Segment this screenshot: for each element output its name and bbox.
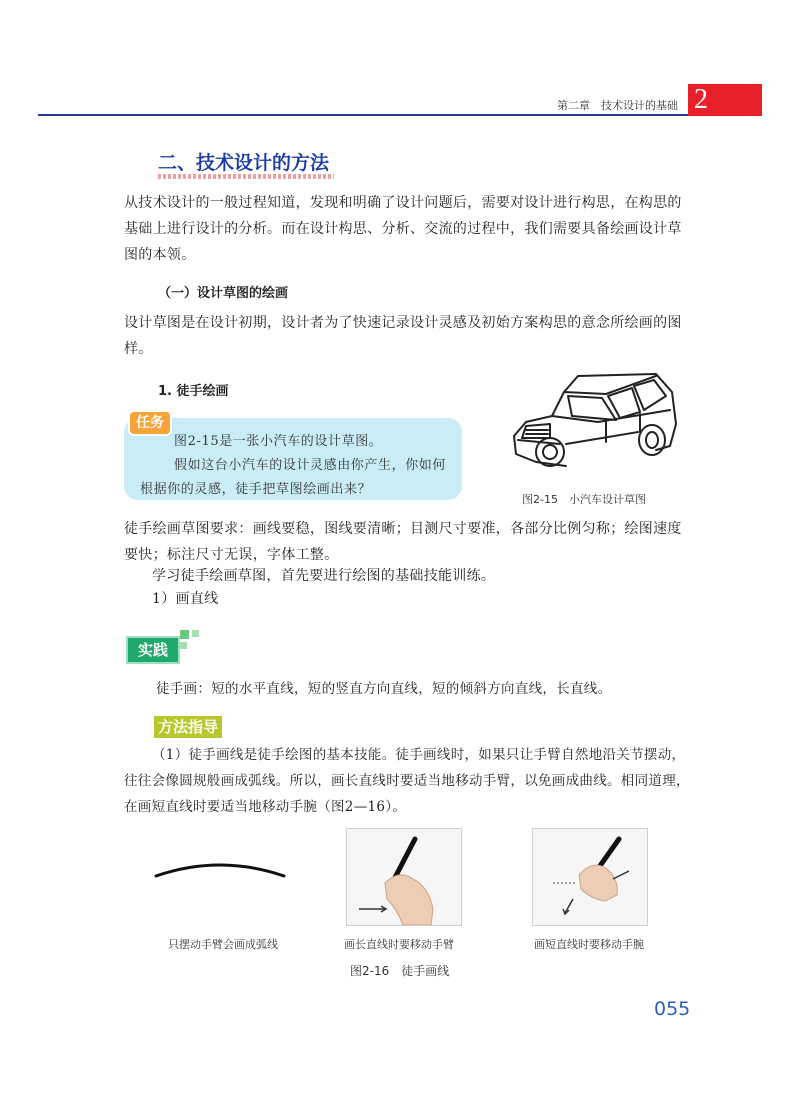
section-title: 二、技术设计的方法 — [158, 152, 330, 174]
practice-text: 徒手画：短的水平直线，短的竖直方向直线，短的倾斜方向直线，长直线。 — [156, 681, 612, 697]
title-underline-decoration — [158, 174, 334, 179]
chapter-header: 第二章 技术设计的基础 — [557, 99, 678, 112]
method-text: （1）徒手画线是徒手绘图的基本技能。徒手画线时，如果只让手臂自然地沿关节摆动，往往会像圆规般画成弧线。所以，画长直线时要适当地移动手臂，以免画成曲线。相同道理，在画短直线时要适当地移动手腕（图2—16）。 — [124, 747, 690, 815]
decor-square — [180, 642, 187, 649]
definition-paragraph: 设计草图是在设计初期，设计者为了快速记录设计灵感及初始方案构思的意念所绘画的图样。 — [124, 315, 682, 357]
figure-2-16-title: 图2-16 徒手画线 — [350, 964, 450, 978]
task-text — [140, 430, 456, 502]
header-rule — [38, 114, 688, 116]
car-sketch-figure — [506, 366, 682, 478]
page-number: 055 — [654, 998, 691, 1020]
task-line-2: 假如这台小汽车的设计灵感由你产生，你如何根据你的灵感，徒手把草图绘画出来？ — [140, 458, 447, 497]
requirements-paragraph: 徒手绘画草图要求：画线要稳，图线要清晰；目测尺寸要准，各部分比例匀称；绘图速度要快；标注尺寸无误，字体工整。 — [124, 521, 682, 563]
figure-2-16-caption-1: 只摆动手臂会画成弧线 — [168, 938, 278, 951]
short-line-hand-photo — [532, 828, 648, 926]
hand-drawing-illustration — [347, 829, 461, 925]
decor-square — [180, 630, 189, 639]
task-tag: 任务 — [128, 410, 172, 436]
long-line-hand-photo — [346, 828, 462, 926]
figure-2-15-caption: 图2-15 小汽车设计草图 — [522, 493, 646, 506]
hand-drawing-illustration — [533, 829, 647, 925]
figure-2-16-caption-3: 画短直线时要移动手腕 — [534, 938, 644, 951]
subsection-title: （一）设计草图的绘画 — [158, 286, 289, 301]
item-title: 1. 徒手绘画 — [158, 384, 229, 399]
learning-paragraph: 学习徒手绘画草图，首先要进行绘图的基础技能训练。 — [152, 568, 496, 584]
method-tag: 方法指导 — [154, 716, 222, 738]
step-1-title: 1）画直线 — [152, 591, 219, 607]
task-line-1: 图2-15是一张小汽车的设计草图。 — [174, 434, 383, 449]
practice-tag: 实践 — [126, 636, 180, 664]
figure-2-16-caption-2: 画长直线时要移动手臂 — [344, 938, 454, 951]
decor-square — [192, 630, 199, 637]
intro-paragraph: 从技术设计的一般过程知道，发现和明确了设计问题后，需要对设计进行构思，在构思的基础上进行设计的分析。而在设计构思、分析、交流的过程中，我们需要具备绘画设计草图的本领。 — [124, 195, 682, 263]
arc-line-figure — [150, 860, 290, 890]
chapter-number: 2 — [694, 84, 708, 115]
